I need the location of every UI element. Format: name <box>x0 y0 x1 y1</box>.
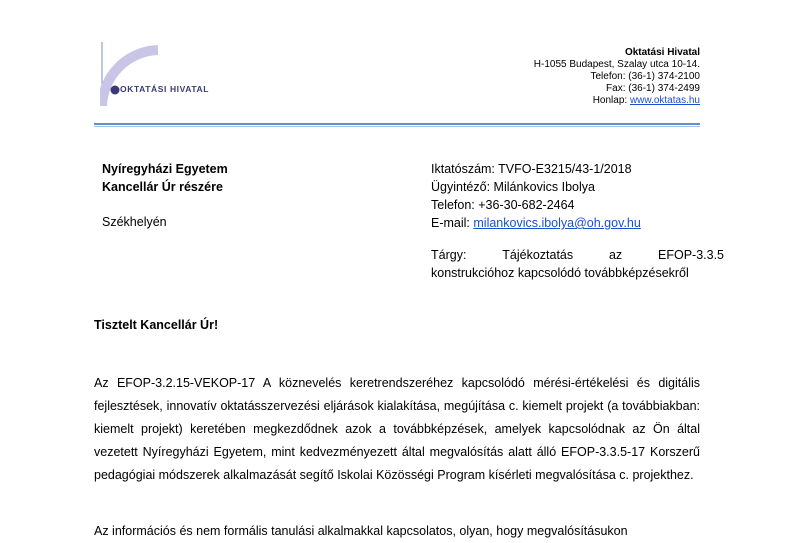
org-name: Oktatási Hivatal <box>624 47 700 58</box>
org-web: Honlap: www.oktatas.hu <box>592 95 700 106</box>
oktatasi-hivatal-logo <box>100 42 230 110</box>
header-divider <box>94 123 700 125</box>
org-phone: Telefon: (36-1) 374-2100 <box>590 71 700 82</box>
body-paragraph: Az EFOP-3.2.15-VEKOP-17 A köznevelés keretrendszeréhez kapcsolódó mérési-értékelési és digitális fejlesztések, innovatív oktatásszervezési eljárások kialakítása, megújítása c. kiemelt projekt (a továbbiakban: kiemelt projekt) keretében megkezdődnek azok a továbbképzések, amelyek kapcsolódnak az Ön által vezetett Nyíregyházi Egyetem, mint kedvezményezett által megvalósítás alatt álló EFOP-3.3.5-17 Korszerű pedagógiai módszerek alkalmazását segítő Iskolai Közösségi Program kísérleti megvalósítása c. projekthez. <box>94 376 700 482</box>
logo-text: OKTATÁSI HIVATAL <box>120 84 210 94</box>
subject: Tárgy: Tájékoztatás az EFOP-3.3.5 konstrukcióhoz kapcsolódó továbbképzésekről <box>431 248 724 280</box>
body-paragraph-2: Az információs és nem formális tanulási alkalmakkal kapcsolatos, olyan, hogy megvalósításukon <box>94 524 628 538</box>
recipient-seat: Székhelyén <box>102 215 167 229</box>
recipient-block <box>102 160 228 231</box>
clerk-email: E-mail: milankovics.ibolya@oh.gov.hu <box>431 216 641 230</box>
clerk-phone: Telefon: +36-30-682-2464 <box>431 198 575 212</box>
sender-block <box>534 47 700 107</box>
header-divider-light <box>94 126 700 127</box>
website-link[interactable]: www.oktatas.hu <box>629 95 700 106</box>
org-address: H-1055 Budapest, Szalay utca 10-14. <box>533 59 700 70</box>
clerk: Ügyintéző: Milánkovics Ibolya <box>431 180 595 194</box>
salutation: Tisztelt Kancellár Úr! <box>94 318 219 332</box>
org-fax: Fax: (36-1) 374-2499 <box>606 83 700 94</box>
email-link[interactable]: milankovics.ibolya@oh.gov.hu <box>473 216 641 230</box>
file-number: Iktatószám: TVFO-E3215/43-1/2018 <box>431 162 632 176</box>
recipient-attention: Kancellár Úr részére <box>102 180 223 194</box>
reference-block <box>431 160 724 282</box>
logo-arc-icon <box>100 42 230 110</box>
recipient-name: Nyíregyházi Egyetem <box>102 162 228 176</box>
